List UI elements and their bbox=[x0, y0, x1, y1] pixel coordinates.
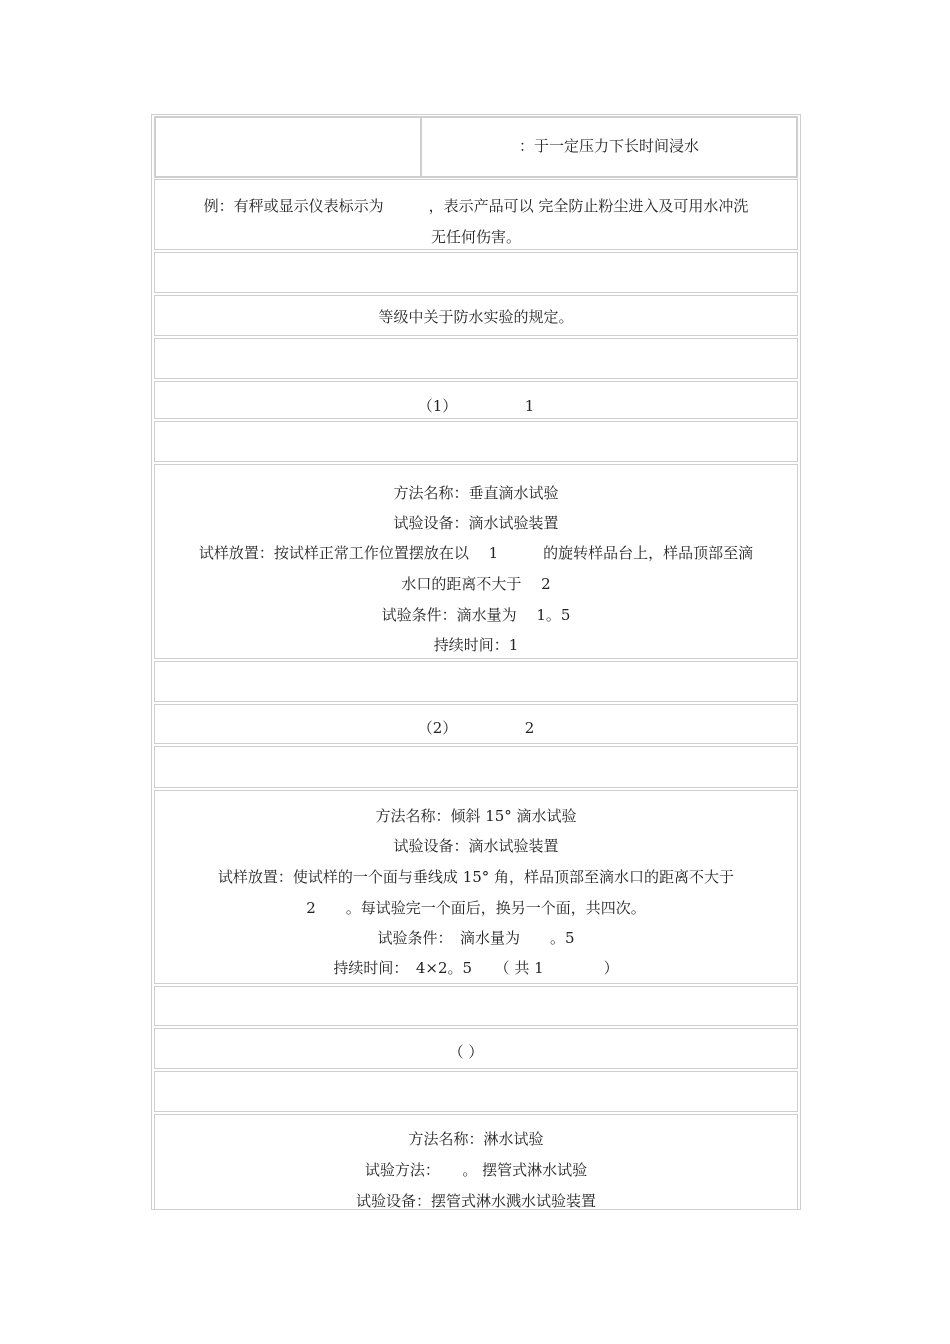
example-text-line-1: 例：有秤或显示仪表标示为 ，表示产品可以 完全防止粉尘进入及可用水冲洗 bbox=[203, 197, 749, 215]
table-row bbox=[154, 1114, 798, 1210]
level-2-heading: （2） 2 bbox=[417, 719, 535, 737]
table-row bbox=[154, 790, 798, 984]
test-equipment: 试验设备：滴水试验装置 bbox=[393, 837, 559, 855]
method-name: 方法名称：倾斜 15° 滴水试验 bbox=[375, 807, 577, 825]
table-cell bbox=[421, 117, 797, 177]
test-equipment: 试验设备：摆管式淋水溅水试验装置 bbox=[355, 1192, 596, 1210]
duration: 持续时间： 4×2。5 （ 共 1 ） bbox=[333, 959, 619, 977]
immersion-text: ：于一定压力下长时间浸水 bbox=[518, 137, 699, 155]
table-row bbox=[154, 116, 798, 178]
example-text-line-2: 无任何伤害。 bbox=[430, 228, 521, 246]
method-name: 方法名称：淋水试验 bbox=[408, 1130, 544, 1148]
table-row-empty bbox=[154, 746, 798, 788]
duration: 持续时间：1 bbox=[433, 636, 519, 654]
table-row bbox=[154, 464, 798, 659]
test-condition: 试验条件：滴水量为 1。5 bbox=[381, 606, 571, 624]
sample-placement-cont: 2 。每试验完一个面后，换另一个面，共四次。 bbox=[306, 899, 646, 917]
method-name: 方法名称：垂直滴水试验 bbox=[393, 484, 559, 502]
level-heading: （ ） bbox=[448, 1043, 484, 1061]
table-row-empty bbox=[154, 661, 798, 702]
table-cell-empty bbox=[155, 117, 421, 177]
sample-placement: 试样放置：按试样正常工作位置摆放在以 1 的旋转样品台上，样品顶部至滴 bbox=[198, 544, 754, 562]
table-row-empty bbox=[154, 338, 798, 379]
test-method: 试验方法： 。 摆管式淋水试验 bbox=[364, 1161, 588, 1179]
sample-placement: 试样放置：使试样的一个面与垂线成 15° 角，样品顶部至滴水口的距离不大于 bbox=[217, 868, 735, 886]
table-row-empty bbox=[154, 421, 798, 462]
level-1-heading: （1） 1 bbox=[417, 397, 535, 415]
sample-placement-cont: 水口的距离不大于 2 bbox=[401, 575, 551, 593]
table-row-empty bbox=[154, 986, 798, 1026]
table-row bbox=[154, 295, 798, 336]
test-equipment: 试验设备：滴水试验装置 bbox=[393, 514, 559, 532]
spec-table bbox=[151, 114, 801, 1210]
table-row bbox=[154, 704, 798, 744]
table-row bbox=[154, 381, 798, 419]
table-row-empty bbox=[154, 252, 798, 293]
table-row-empty bbox=[154, 1071, 798, 1112]
section-heading: 等级中关于防水实验的规定。 bbox=[378, 308, 574, 326]
test-condition: 试验条件： 滴水量为 。5 bbox=[377, 929, 575, 947]
table-row bbox=[154, 1028, 798, 1069]
table-row bbox=[154, 179, 798, 250]
